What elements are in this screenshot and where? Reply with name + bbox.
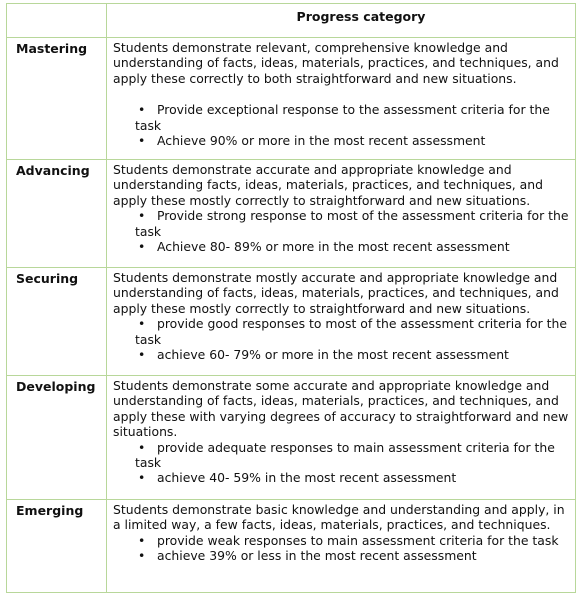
table-row [7, 376, 576, 500]
list-item-text: Achieve 90% or more in the most recent assessment [157, 133, 486, 149]
list-item [113, 133, 569, 148]
list-item-text: provide adequate responses to main assessment criteria for the task [135, 439, 555, 471]
criteria-list [113, 316, 569, 362]
bullet-icon: • [138, 102, 146, 118]
list-item-text: Provide exceptional response to the assessment criteria for the task [135, 102, 550, 133]
header-cell [107, 4, 576, 38]
list-item [113, 470, 569, 485]
table-row [7, 268, 576, 376]
table-row [7, 160, 576, 268]
list-item [113, 239, 569, 254]
bullet-icon: • [138, 347, 146, 363]
description-cell [107, 500, 576, 593]
category-cell: Securing [7, 268, 107, 376]
list-item [113, 208, 569, 239]
criteria-list [113, 533, 569, 564]
list-item-text: provide good responses to most of the assessment criteria for the task [135, 316, 567, 347]
list-item-text: achieve 60- 79% or more in the most recent assessment [157, 347, 509, 363]
table-row [7, 38, 576, 160]
list-item-text: provide weak responses to main assessment criteria for the task [157, 532, 559, 548]
bullet-icon: • [138, 208, 146, 224]
list-item-text: achieve 39% or less in the most recent assessment [157, 548, 477, 564]
bullet-icon: • [138, 470, 146, 486]
description-text: Students demonstrate basic knowledge and understanding and apply, in a limited way, a few facts, ideas, materials, practices, and techniques. [113, 502, 565, 533]
list-item [113, 347, 569, 362]
header-empty-cell [7, 4, 107, 38]
bullet-icon: • [138, 133, 146, 149]
criteria-list [113, 208, 569, 254]
criteria-list [113, 440, 569, 486]
description-text: Students demonstrate mostly accurate and appropriate knowledge and understanding of facts, ideas, materials, practices, and techniques, and apply these mostly correctly to straightforward and new situations. [113, 270, 559, 316]
list-item [113, 316, 569, 347]
description-text: Students demonstrate some accurate and appropriate knowledge and understanding of facts, ideas, materials, practices, and techniques, and apply these with varying degrees of accuracy to straightforward and new situations. [113, 378, 569, 440]
bullet-icon: • [138, 316, 146, 332]
description-cell [107, 160, 576, 268]
bullet-icon: • [138, 548, 146, 564]
description-cell [107, 38, 576, 160]
description-cell [107, 268, 576, 376]
category-cell: Developing [7, 376, 107, 500]
list-item [113, 102, 569, 133]
bullet-icon: • [138, 439, 146, 455]
list-item-text: Provide strong response to most of the assessment criteria for the task [135, 208, 569, 239]
description-text: Students demonstrate relevant, comprehensive knowledge and understanding of facts, ideas, materials, practices, and techniques, and apply these correctly to both straightforward and new situations. [113, 40, 559, 86]
criteria-list [113, 102, 569, 148]
header-label: Progress category [296, 9, 426, 24]
category-cell: Emerging [7, 500, 107, 593]
progress-category-table [6, 3, 576, 593]
progress-category-table-container [6, 3, 575, 593]
description-text: Students demonstrate accurate and appropriate knowledge and understanding facts, ideas, materials, practices, and techniques, and apply these mostly correctly to straightforward and new situations. [113, 162, 543, 208]
description-cell [107, 376, 576, 500]
list-item [113, 533, 569, 548]
list-item [113, 440, 569, 471]
header-row [7, 4, 576, 38]
bullet-icon: • [138, 239, 146, 255]
table-row [7, 500, 576, 593]
list-item [113, 548, 569, 563]
category-cell: Mastering [7, 38, 107, 160]
list-item-text: Achieve 80- 89% or more in the most recent assessment [157, 239, 510, 255]
list-item-text: achieve 40- 59% in the most recent assessment [157, 470, 457, 486]
bullet-icon: • [138, 532, 146, 548]
category-cell: Advancing [7, 160, 107, 268]
